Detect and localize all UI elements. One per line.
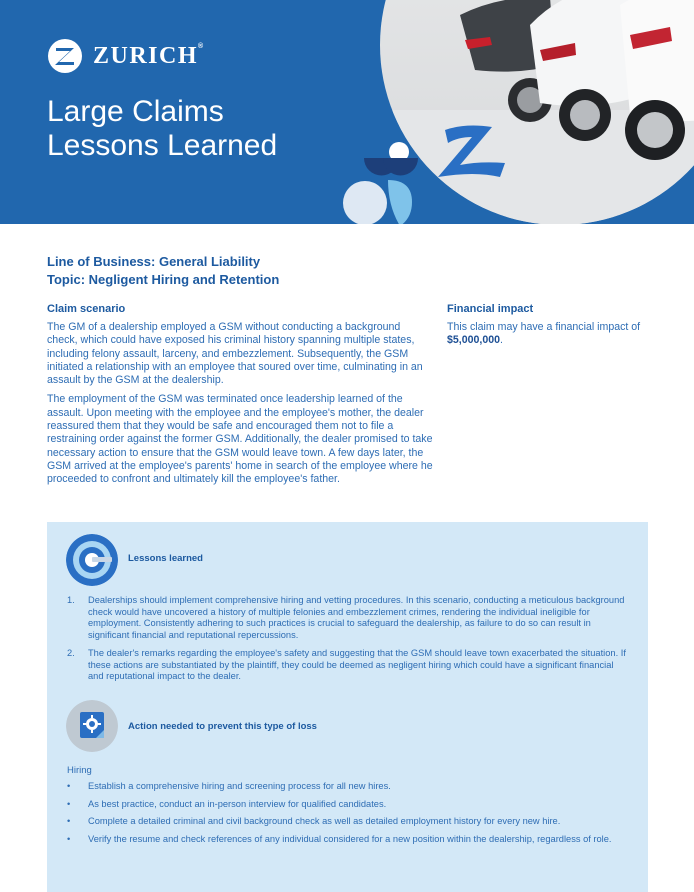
financial-amount: $5,000,000 [447,334,501,347]
gear-document-icon [66,700,118,752]
list-item [67,595,627,642]
title-line-1: Large Claims [47,95,224,128]
page-title [47,95,277,163]
actions-heading: Action needed to prevent this type of loss [128,721,317,732]
financial-impact-section [447,303,647,348]
financial-text-after: . [500,334,503,347]
list-item [67,648,627,683]
hiring-subheading: Hiring [67,765,92,776]
bullet: • [67,798,71,809]
list-item-number: 2. [67,647,75,658]
actions-list [67,781,627,852]
list-item-text: Dealerships should implement comprehensive hiring and vetting procedures. In this scenario, conducting a meticulous background check would have uncovered a history of multiple felonies and embezzlement crimes, rendering the individual ineligible for employment. Consistently adhering to such practices is crucial to safeguard the dealership, as failure to do so can result in significant financial and reputational repercussions. [88,595,625,641]
bullet: • [67,816,71,827]
claim-scenario-heading: Claim scenario [47,303,126,315]
target-arrow-icon [66,534,118,586]
list-item [67,781,627,793]
lessons-box [47,522,648,892]
header-banner [0,0,694,224]
financial-impact-text [447,321,647,348]
lessons-heading: Lessons learned [128,553,203,564]
financial-text-before: This claim may have a financial impact of [447,321,641,333]
logo-text: ZURICH [93,42,199,69]
list-item [67,816,627,828]
list-item-text: Verify the resume and check references of any individual considered for a new position within the dealership, regardless of role. [88,834,612,845]
lessons-list [67,595,627,689]
list-item-text: Complete a detailed criminal and civil background check as well as detailed employment history for every new hire. [88,816,561,827]
title-line-2: Lessons Learned [47,129,278,162]
intro-heading [47,253,279,289]
financial-impact-heading: Financial impact [447,303,534,315]
claim-scenario-section [47,303,433,487]
topic: Topic: Negligent Hiring and Retention [47,272,280,287]
list-item-text: The dealer's remarks regarding the employee's safety and suggesting that the GSM should leave town exacerbated the situation. If these actions are substantiated by the plaintiff, they could be deemed as negligent hiring which could have a significant financial and reputational impact to the dealer. [88,647,626,682]
bullet: • [67,781,71,791]
zurich-z-logo-icon [47,38,83,74]
list-item-text: Establish a comprehensive hiring and screening process for all new hires. [88,781,391,791]
logo-registered-mark: ® [198,42,204,50]
list-item-text: As best practice, conduct an in-person interview for qualified candidates. [88,798,387,809]
list-item [67,799,627,811]
claim-paragraph-1: The GM of a dealership employed a GSM without conducting a background check, which could have exposed his criminal history spanning multiple states, including felony assault, larceny, and embezzlement. Subsequently, the GSM initiated a relationship with an employee that soured over time, culminating in an assault by the GSM at the dealership. [47,321,423,387]
zurich-logo [47,38,203,74]
claim-paragraph-2: The employment of the GSM was terminated once leadership learned of the assault. Upon meeting with the employee and the employee's mother, the dealer reassured them that they would be safe and encouraged them not to file a restraining order against the former GSM. Additionally, the dealer promised to take necessary action to ensure that the GSM would leave town. A few days later, the GSM arrived at the employee's parents' home in search of the employee where he proceeded to confront and ultimately kill the employee's father. [47,393,433,486]
bullet: • [67,834,71,845]
list-item-number: 1. [67,595,75,605]
decorative-shapes [340,140,520,224]
line-of-business: Line of Business: General Liability [47,254,261,269]
list-item [67,834,627,846]
